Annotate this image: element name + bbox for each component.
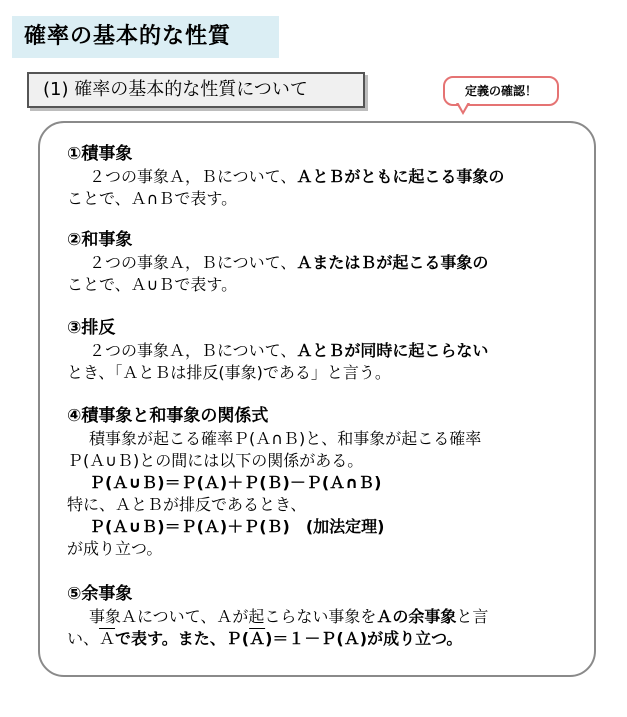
section-intersection xyxy=(67,142,587,210)
section-text: ２つの事象Ａ，Ｂについて、ＡとＢがともに起こる事象の xyxy=(89,167,505,186)
section-relation xyxy=(67,404,587,560)
section-text: い、$\overline{A}$で表す。また、$P(\overline{A})=1-P(A)$が成り立つ。 xyxy=(67,629,463,648)
section-subtitle: (1) 確率の基本的な性質について xyxy=(27,72,365,108)
page-title: 確率の基本的な性質 xyxy=(12,16,279,58)
section-text: ことで、Ａ∪Ｂで表す。 xyxy=(67,275,238,294)
section-heading: ④積事象と和事象の関係式 xyxy=(67,406,269,426)
section-text: 事象Ａについて、Ａが起こらない事象をＡの余事象と言 xyxy=(89,607,489,626)
section-complement xyxy=(67,582,587,650)
complement-a: $\overline{A}$ xyxy=(99,629,116,648)
section-heading: ①積事象 xyxy=(67,144,133,164)
section-heading: ⑤余事象 xyxy=(67,584,133,604)
section-text: ことで、Ａ∩Ｂで表す。 xyxy=(67,189,238,208)
definition-callout: 定義の確認！ xyxy=(443,76,559,106)
section-heading: ③排反 xyxy=(67,318,116,338)
section-union xyxy=(67,228,587,296)
formula-addition: Ｐ(Ａ∪Ｂ)＝Ｐ(Ａ)＋Ｐ(Ｂ) (加法定理) xyxy=(89,517,385,536)
section-text: Ｐ(Ａ∪Ｂ)との間には以下の関係がある。 xyxy=(67,451,364,470)
callout-tail-fill xyxy=(458,102,468,111)
section-text: ２つの事象Ａ，Ｂについて、ＡまたはＢが起こる事象の xyxy=(89,253,489,272)
formula-general: Ｐ(Ａ∪Ｂ)＝Ｐ(Ａ)＋Ｐ(Ｂ)－Ｐ(Ａ∩Ｂ) xyxy=(89,473,382,492)
section-exclusive xyxy=(67,316,587,384)
section-text: が成り立つ。 xyxy=(67,539,163,558)
section-text: とき、「ＡとＢは排反(事象)である」と言う。 xyxy=(67,363,391,382)
section-text: ２つの事象Ａ，Ｂについて、ＡとＢが同時に起こらない xyxy=(89,341,489,360)
section-text: 特に、ＡとＢが排反であるとき、 xyxy=(67,495,307,514)
section-text: 積事象が起こる確率Ｐ(Ａ∩Ｂ)と、和事象が起こる確率 xyxy=(89,429,482,448)
section-heading: ②和事象 xyxy=(67,230,133,250)
